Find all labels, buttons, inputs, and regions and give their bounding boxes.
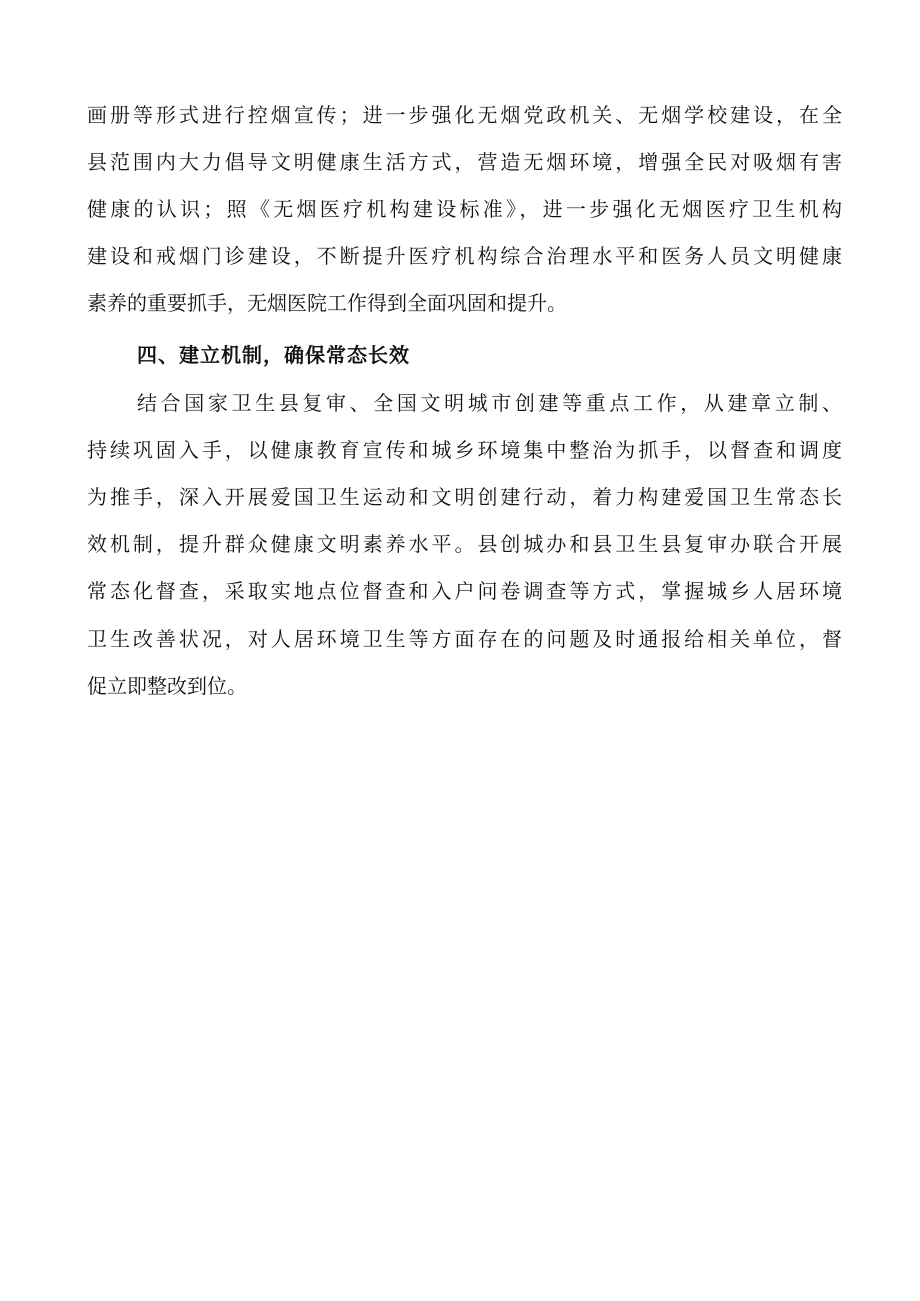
paragraph-line: 健康的认识；照《无烟医疗机构建设标准》，进一步强化无烟医疗卫生机构 xyxy=(87,197,842,221)
paragraph-line: 卫生改善状况，对人居环境卫生等方面存在的问题及时通报给相关单位，督 xyxy=(87,627,842,651)
paragraph-line: 效机制，提升群众健康文明素养水平。县创城办和县卫生县复审办联合开展 xyxy=(87,532,842,556)
paragraph-line: 促立即整改到位。 xyxy=(87,674,247,698)
paragraph-line: 县范围内大力倡导文明健康生活方式，营造无烟环境，增强全民对吸烟有害 xyxy=(87,150,842,174)
paragraph-line: 建设和戒烟门诊建设，不断提升医疗机构综合治理水平和医务人员文明健康 xyxy=(87,244,842,268)
paragraph-line: 常态化督查，采取实地点位督查和入户问卷调查等方式，掌握城乡人居环境 xyxy=(87,579,842,603)
paragraph-line: 为推手，深入开展爱国卫生运动和文明创建行动，着力构建爱国卫生常态长 xyxy=(87,485,842,509)
section-heading: 四、建立机制，确保常态长效 xyxy=(137,343,410,367)
paragraph-line: 结合国家卫生县复审、全国文明城市创建等重点工作，从建章立制、 xyxy=(137,391,842,415)
paragraph-line: 持续巩固入手，以健康教育宣传和城乡环境集中整治为抓手，以督查和调度 xyxy=(87,438,842,462)
paragraph-line: 素养的重要抓手，无烟医院工作得到全面巩固和提升。 xyxy=(87,291,567,315)
paragraph-line: 画册等形式进行控烟宣传；进一步强化无烟党政机关、无烟学校建设，在全 xyxy=(87,103,842,127)
